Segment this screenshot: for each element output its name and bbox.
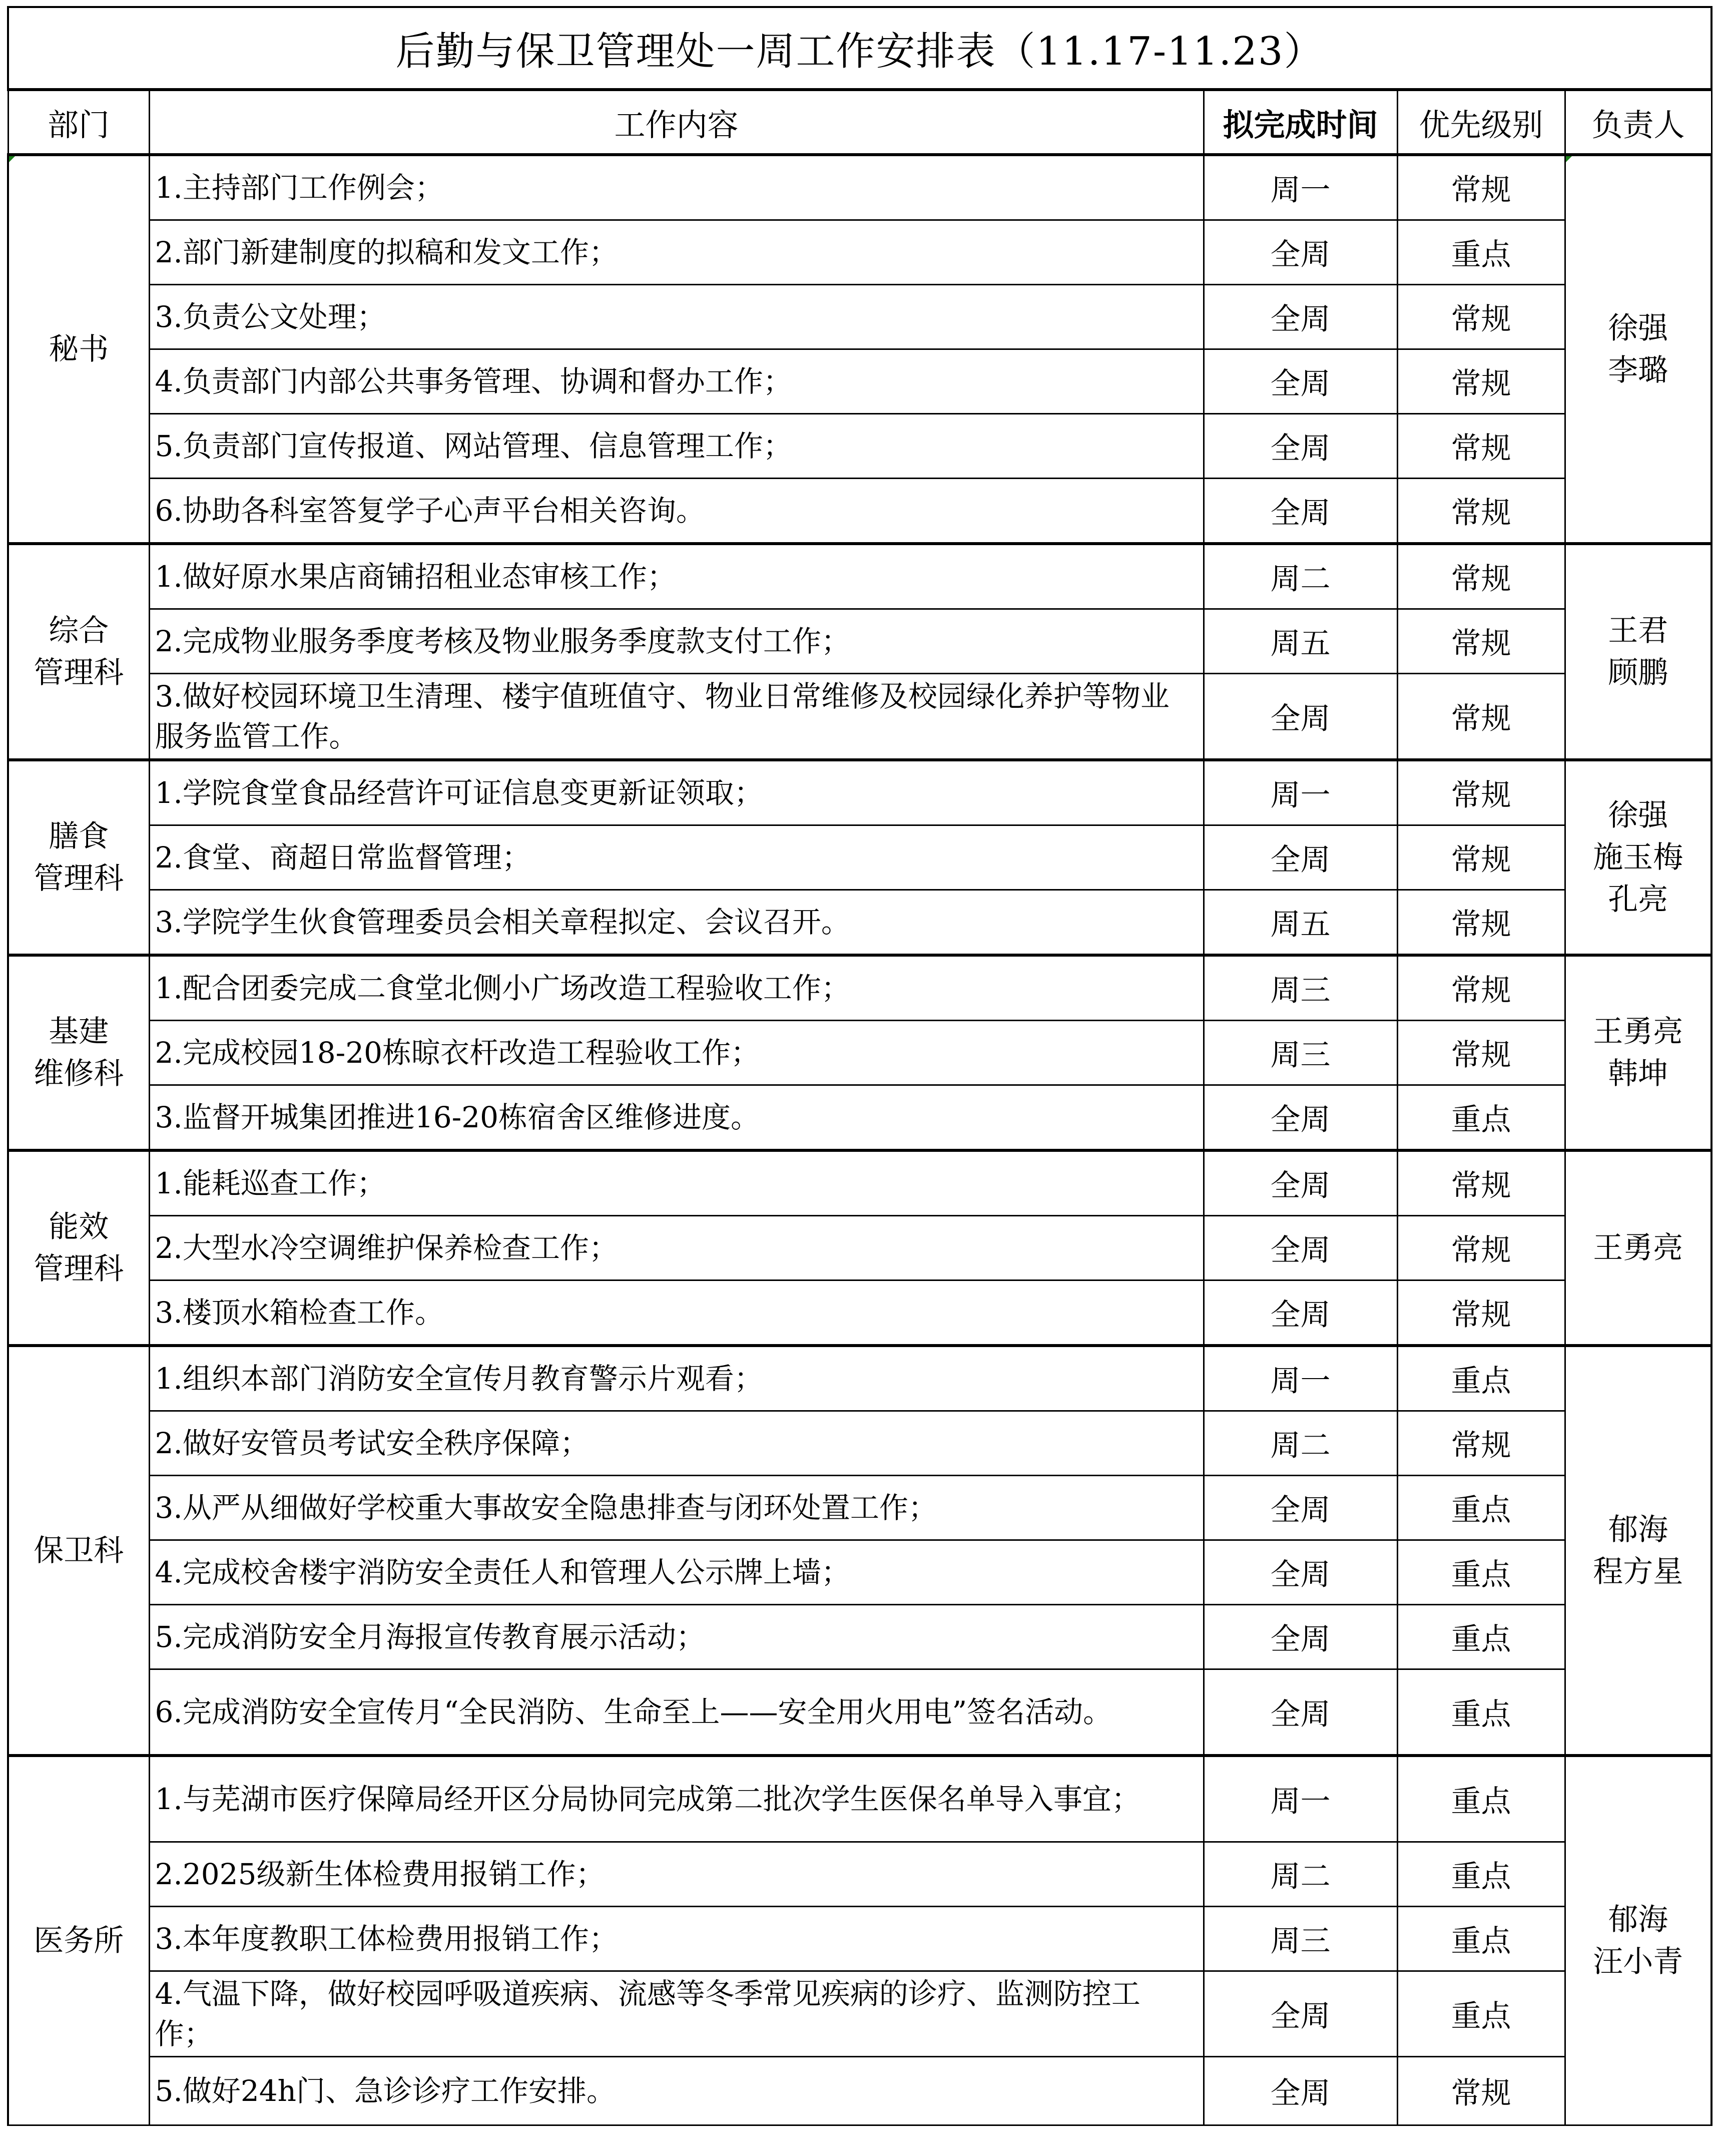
table-row [8,1971,1711,2057]
department-name: 管理科 [34,861,124,896]
owner-name: 汪小青 [1593,1944,1683,1979]
task-content-cell: 2.完成校园18-20栋晾衣杆改造工程验收工作； [149,1021,1204,1085]
task-content-cell: 3.楼顶水箱检查工作。 [149,1280,1204,1346]
table-row [8,2057,1711,2125]
owner-cell [1565,1756,1711,2125]
column-header-deadline: 拟完成时间 [1204,90,1397,155]
department-cell [8,1346,149,1756]
table-row [8,1150,1711,1216]
column-header-priority: 优先级别 [1397,90,1565,155]
page-title: 后勤与保卫管理处一周工作安排表（11.17-11.23） [8,7,1711,90]
table-row [8,1216,1711,1280]
deadline-cell: 周一 [1204,1756,1397,1842]
owner-name: 程方星 [1593,1554,1683,1589]
deadline-cell: 全周 [1204,674,1397,760]
task-content-cell: 3.做好校园环境卫生清理、楼宇值班值守、物业日常维修及校园绿化养护等物业服务监管工作。 [149,674,1204,760]
owner-name: 王勇亮 [1593,1230,1683,1265]
deadline-cell: 周一 [1204,155,1397,220]
deadline-cell: 全周 [1204,1216,1397,1280]
task-content-cell: 4.气温下降，做好校园呼吸道疾病、流感等冬季常见疾病的诊疗、监测防控工作； [149,1971,1204,2057]
department-cell [8,760,149,955]
task-content-cell: 1.配合团委完成二食堂北侧小广场改造工程验收工作； [149,955,1204,1021]
table-row [8,1411,1711,1476]
priority-cell: 常规 [1397,674,1565,760]
priority-cell: 常规 [1397,825,1565,890]
task-content-cell: 4.完成校舍楼宇消防安全责任人和管理人公示牌上墙； [149,1540,1204,1605]
priority-cell: 常规 [1397,760,1565,825]
table-row [8,349,1711,414]
table-row [8,1021,1711,1085]
deadline-cell: 全周 [1204,285,1397,349]
priority-cell: 常规 [1397,1280,1565,1346]
task-content-cell: 4.负责部门内部公共事务管理、协调和督办工作； [149,349,1204,414]
deadline-cell: 周三 [1204,1021,1397,1085]
task-content-cell: 3.学院学生伙食管理委员会相关章程拟定、会议召开。 [149,890,1204,956]
deadline-cell: 全周 [1204,479,1397,544]
priority-cell: 常规 [1397,890,1565,956]
deadline-cell: 全周 [1204,1280,1397,1346]
deadline-cell: 周一 [1204,760,1397,825]
task-content-cell: 1.主持部门工作例会； [149,155,1204,220]
owner-cell [1565,155,1711,544]
task-content-cell: 2.大型水冷空调维护保养检查工作； [149,1216,1204,1280]
department-name: 管理科 [34,655,124,690]
priority-cell: 常规 [1397,414,1565,479]
department-name: 医务所 [34,1923,124,1958]
task-content-cell: 2.做好安管员考试安全秩序保障； [149,1411,1204,1476]
table-row [8,955,1711,1021]
priority-cell: 重点 [1397,1605,1565,1669]
department-name: 管理科 [34,1251,124,1286]
priority-cell: 重点 [1397,1756,1565,1842]
department-name: 维修科 [34,1056,124,1091]
task-content-cell: 1.学院食堂食品经营许可证信息变更新证领取； [149,760,1204,825]
cell-comment-marker-icon [1566,156,1572,162]
table-row [8,1842,1711,1907]
deadline-cell: 周二 [1204,1411,1397,1476]
task-content-cell: 2.部门新建制度的拟稿和发文工作； [149,220,1204,285]
deadline-cell: 全周 [1204,349,1397,414]
task-content-cell: 2.完成物业服务季度考核及物业服务季度款支付工作； [149,609,1204,674]
task-content-cell: 3.监督开城集团推进16-20栋宿舍区维修进度。 [149,1085,1204,1151]
owner-name: 韩坤 [1608,1056,1668,1091]
table-row [8,1756,1711,1842]
priority-cell: 常规 [1397,479,1565,544]
task-content-cell: 1.与芜湖市医疗保障局经开区分局协同完成第二批次学生医保名单导入事宜； [149,1756,1204,1842]
department-name: 基建 [49,1014,109,1049]
deadline-cell: 全周 [1204,414,1397,479]
table-row [8,220,1711,285]
department-cell [8,544,149,760]
deadline-cell: 周三 [1204,955,1397,1021]
department-name: 综合 [49,613,109,648]
table-row [8,1907,1711,1971]
table-row [8,1476,1711,1540]
department-cell [8,1150,149,1346]
deadline-cell: 全周 [1204,1669,1397,1756]
priority-cell: 重点 [1397,1971,1565,2057]
table-row [8,1085,1711,1151]
owner-cell [1565,1346,1711,1756]
priority-cell: 常规 [1397,544,1565,609]
task-content-cell: 5.做好24h门、急诊诊疗工作安排。 [149,2057,1204,2125]
deadline-cell: 周三 [1204,1907,1397,1971]
owner-cell [1565,760,1711,955]
task-content-cell: 1.做好原水果店商铺招租业态审核工作； [149,544,1204,609]
priority-cell: 常规 [1397,155,1565,220]
priority-cell: 常规 [1397,285,1565,349]
department-name: 保卫科 [34,1533,124,1568]
table-row [8,890,1711,956]
priority-cell: 重点 [1397,1476,1565,1540]
priority-cell: 重点 [1397,1669,1565,1756]
priority-cell: 常规 [1397,609,1565,674]
weekly-schedule-table [7,6,1712,2126]
task-content-cell: 3.从严从细做好学校重大事故安全隐患排查与闭环处置工作； [149,1476,1204,1540]
table-row [8,1280,1711,1346]
task-content-cell: 3.负责公文处理； [149,285,1204,349]
task-content-cell: 2.2025级新生体检费用报销工作； [149,1842,1204,1907]
deadline-cell: 全周 [1204,1971,1397,2057]
table-row [8,674,1711,760]
department-name: 秘书 [49,331,109,367]
table-row [8,285,1711,349]
table-row [8,760,1711,825]
table-row [8,609,1711,674]
owner-name: 郁海 [1608,1902,1668,1937]
priority-cell: 常规 [1397,2057,1565,2125]
priority-cell: 常规 [1397,955,1565,1021]
priority-cell: 重点 [1397,1085,1565,1151]
priority-cell: 重点 [1397,1842,1565,1907]
task-content-cell: 5.负责部门宣传报道、网站管理、信息管理工作； [149,414,1204,479]
task-content-cell: 2.食堂、商超日常监督管理； [149,825,1204,890]
deadline-cell: 全周 [1204,220,1397,285]
owner-name: 孔亮 [1608,882,1668,917]
table-row [8,1346,1711,1411]
priority-cell: 重点 [1397,220,1565,285]
deadline-cell: 全周 [1204,825,1397,890]
priority-cell: 常规 [1397,1021,1565,1085]
deadline-cell: 全周 [1204,1150,1397,1216]
department-cell [8,1756,149,2125]
deadline-cell: 全周 [1204,2057,1397,2125]
owner-name: 徐强 [1608,798,1668,833]
priority-cell: 常规 [1397,1150,1565,1216]
table-row [8,414,1711,479]
deadline-cell: 全周 [1204,1540,1397,1605]
deadline-cell: 全周 [1204,1085,1397,1151]
task-content-cell: 1.能耗巡查工作； [149,1150,1204,1216]
table-row [8,544,1711,609]
table-row [8,825,1711,890]
deadline-cell: 全周 [1204,1476,1397,1540]
owner-name: 郁海 [1608,1512,1668,1547]
task-content-cell: 5.完成消防安全月海报宣传教育展示活动； [149,1605,1204,1669]
task-content-cell: 6.协助各科室答复学子心声平台相关咨询。 [149,479,1204,544]
priority-cell: 常规 [1397,1216,1565,1280]
column-header-content: 工作内容 [149,90,1204,155]
column-header-owner: 负责人 [1565,90,1711,155]
table-row [8,155,1711,220]
owner-name: 王勇亮 [1593,1014,1683,1049]
table-row [8,1605,1711,1669]
department-name: 能效 [49,1209,109,1244]
owner-name: 顾鹏 [1608,655,1668,690]
owner-cell [1565,544,1711,760]
schedule-sheet [7,6,1710,2126]
table-row [8,1669,1711,1756]
owner-name: 王君 [1608,613,1668,648]
deadline-cell: 周二 [1204,544,1397,609]
owner-cell [1565,1150,1711,1346]
task-content-cell: 6.完成消防安全宣传月“全民消防、生命至上——安全用火用电”签名活动。 [149,1669,1204,1756]
task-content-cell: 1.组织本部门消防安全宣传月教育警示片观看； [149,1346,1204,1411]
deadline-cell: 全周 [1204,1605,1397,1669]
owner-name: 李璐 [1608,352,1668,388]
table-row [8,1540,1711,1605]
priority-cell: 常规 [1397,349,1565,414]
priority-cell: 重点 [1397,1907,1565,1971]
cell-comment-marker-icon [9,156,15,162]
table-row [8,479,1711,544]
owner-name: 徐强 [1608,310,1668,346]
owner-name: 施玉梅 [1593,840,1683,875]
department-name: 膳食 [49,819,109,854]
column-header-department: 部门 [8,90,149,155]
priority-cell: 常规 [1397,1411,1565,1476]
deadline-cell: 周一 [1204,1346,1397,1411]
deadline-cell: 周五 [1204,890,1397,956]
department-cell [8,955,149,1150]
deadline-cell: 周二 [1204,1842,1397,1907]
priority-cell: 重点 [1397,1540,1565,1605]
task-content-cell: 3.本年度教职工体检费用报销工作； [149,1907,1204,1971]
deadline-cell: 周五 [1204,609,1397,674]
priority-cell: 重点 [1397,1346,1565,1411]
owner-cell [1565,955,1711,1150]
department-cell [8,155,149,544]
